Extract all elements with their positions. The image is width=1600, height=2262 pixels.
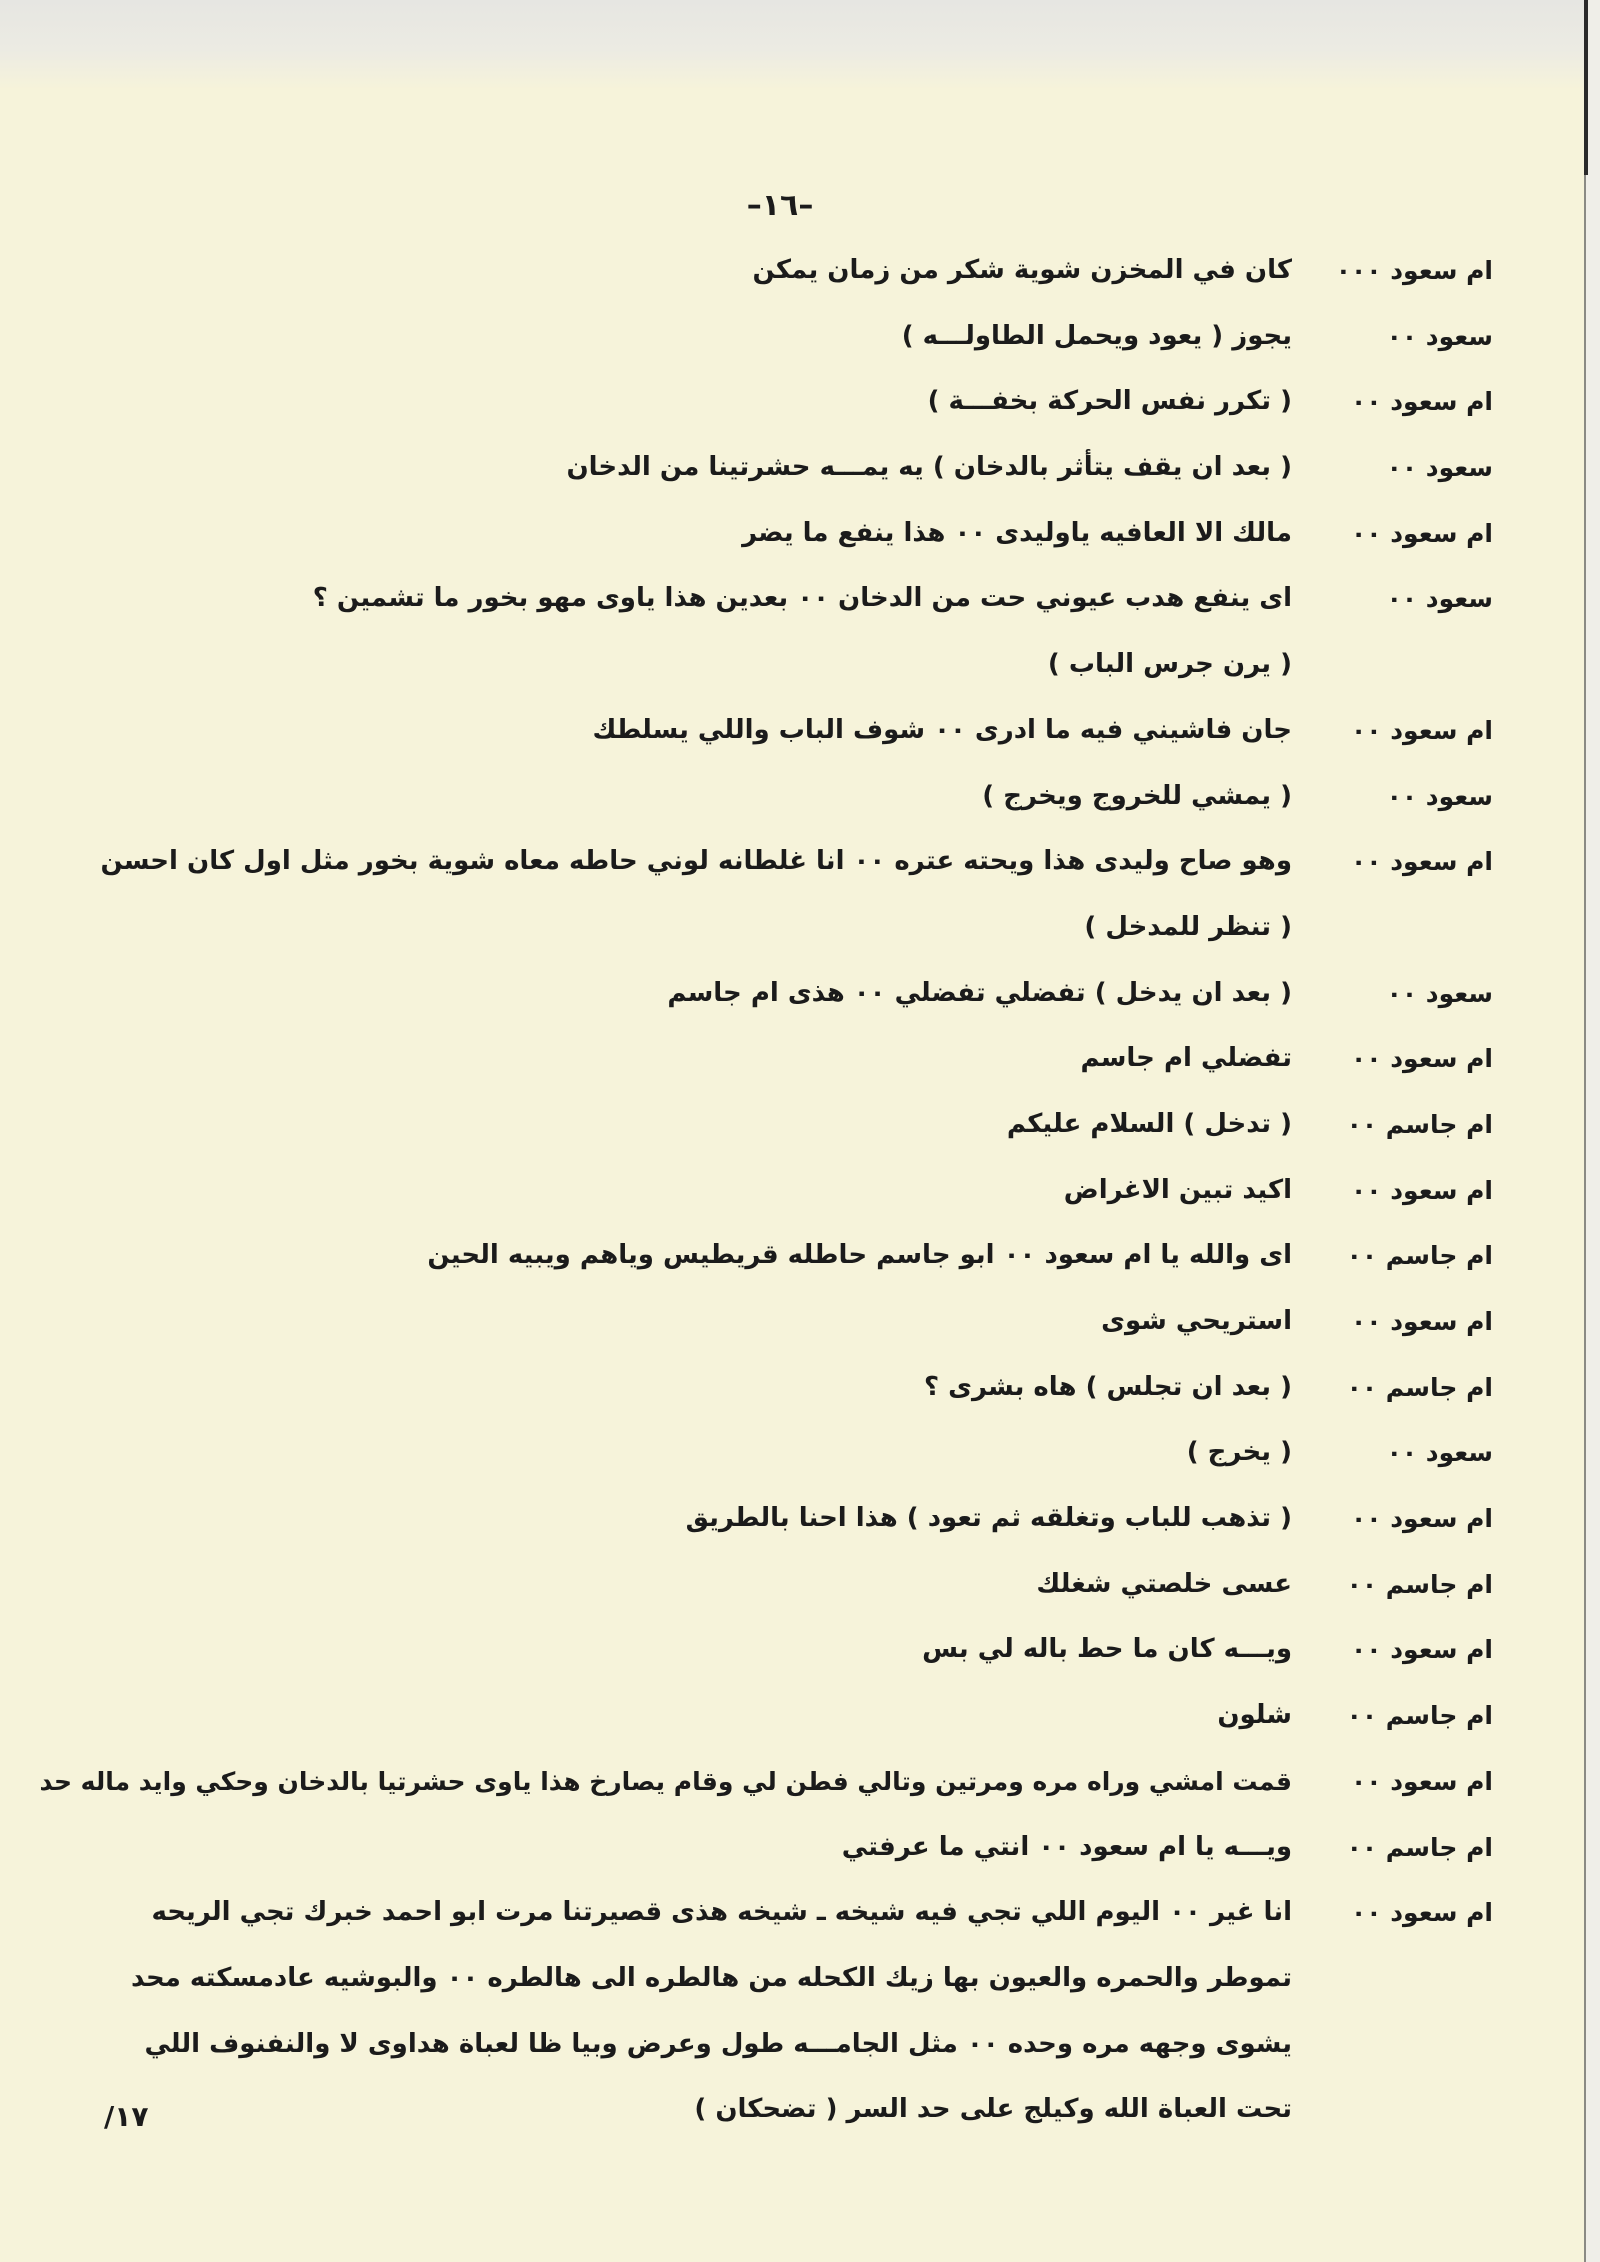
dialogue-text: ( بعد ان يقف يتأثر بالدخان ) يه يمـــه حشرتينا من الدخان [566, 452, 1292, 483]
dialogue-line [0, 566, 1584, 632]
speaker-name: ام جاسم ٠٠ [1346, 1832, 1493, 1862]
speaker-name: ام سعود ٠٠ [1350, 1044, 1493, 1074]
dialogue-text: ( تذهب للباب وتغلقه ثم تعود ) هذا احنا بالطريق [685, 1503, 1292, 1534]
dialogue-line [0, 1617, 1584, 1683]
dialogue-line [0, 764, 1584, 830]
speaker-name: ام جاسم ٠٠ [1346, 1241, 1493, 1271]
speaker-name: سعود ٠٠ [1386, 321, 1493, 351]
dialogue-text: ( بعد ان تجلس ) هاه بشرى ؟ [924, 1371, 1292, 1402]
stage-direction-line [0, 895, 1584, 961]
dialogue-line [0, 698, 1584, 764]
dialogue-text: ( بعد ان يدخل ) تفضلي تفضلي ٠٠ هذى ام جاسم [667, 977, 1292, 1008]
speaker-name: ام سعود ٠٠ [1350, 1898, 1493, 1928]
dialogue-continuation-line [0, 1946, 1584, 2012]
scan-top-edge [0, 0, 1600, 90]
scan-right-edge-shadow [1584, 0, 1588, 175]
dialogue-line [0, 1289, 1584, 1355]
dialogue-line [0, 1355, 1584, 1421]
page-number: –١٦– [746, 188, 814, 223]
dialogue-text: ويـــه كان ما حط باله لي بس [922, 1634, 1292, 1665]
speaker-name: ام سعود ٠٠ [1350, 1635, 1493, 1665]
dialogue-text: ( يخرج ) [1186, 1437, 1292, 1468]
scan-right-edge [1584, 0, 1600, 2262]
dialogue-line [0, 1486, 1584, 1552]
dialogue-line [0, 1223, 1584, 1289]
dialogue-line [0, 1749, 1584, 1815]
speaker-name: ام سعود ٠٠ [1350, 1175, 1493, 1205]
dialogue-text: ( تدخل ) السلام عليكم [1006, 1108, 1292, 1139]
dialogue-text: شلون [1217, 1700, 1292, 1731]
speaker-name: سعود ٠٠ [1386, 1438, 1493, 1468]
dialogue-line [0, 1815, 1584, 1881]
speaker-name: ام سعود ٠٠٠ [1335, 256, 1493, 285]
dialogue-line [0, 1552, 1584, 1618]
dialogue-text: استريحي شوى [1101, 1306, 1292, 1336]
dialogue-text: ( تكرر نفس الحركة بخفـــة ) [927, 386, 1292, 417]
dialogue-line [0, 1880, 1584, 1946]
speaker-name: ام جاسم ٠٠ [1346, 1701, 1493, 1731]
dialogue-line [0, 1092, 1584, 1158]
stage-direction-text: ( تنظر للمدخل ) [1084, 911, 1292, 942]
dialogue-line [0, 501, 1584, 567]
dialogue-text: كان في المخزن شوية شكر من زمان يمكن [752, 255, 1292, 285]
speaker-name: ام سعود ٠٠ [1350, 847, 1493, 877]
dialogue-text: ( يمشي للخروج ويخرج ) [982, 780, 1292, 811]
speaker-name: ام سعود ٠٠ [1350, 518, 1493, 548]
speaker-name: سعود ٠٠ [1386, 453, 1493, 483]
dialogue-line [0, 304, 1584, 370]
dialogue-line [0, 435, 1584, 501]
dialogue-text: ويـــه يا ام سعود ٠٠ انتي ما عرفتي [841, 1831, 1292, 1862]
dialogue-text: قمت امشي وراه مره ومرتين وتالي فطن لي وقام يصارخ هذا ياوى حشرتيا بالدخان وحكي وايد ماله حد [39, 1766, 1292, 1796]
dialogue-text: عسى خلصتي شغلك [1036, 1568, 1292, 1599]
speaker-name: سعود ٠٠ [1386, 978, 1493, 1008]
dialogue-text: تفضلي ام جاسم [1080, 1043, 1292, 1074]
dialogue-continuation-line [0, 2077, 1584, 2143]
dialogue-text: اكيد تبين الاغراض [1063, 1174, 1292, 1205]
dialogue-line [0, 961, 1584, 1027]
speaker-name: ام سعود ٠٠ [1350, 1766, 1493, 1796]
stage-direction-line [0, 632, 1584, 698]
dialogue-text: يشوى وجهه مره وحده ٠٠ مثل الجامـــه طول وعرض وبيا ظا لعباة هداوى لا والنفنوف اللي [144, 2028, 1292, 2059]
speaker-name: ام جاسم ٠٠ [1346, 1372, 1493, 1402]
speaker-name: ام جاسم ٠٠ [1346, 1109, 1493, 1139]
dialogue-line [0, 1683, 1584, 1749]
stage-direction-text: ( يرن جرس الباب ) [1047, 649, 1292, 680]
dialogue-text: جان فاشيني فيه ما ادرى ٠٠ شوف الباب واللي يسلطك [592, 714, 1292, 745]
speaker-name: ام جاسم ٠٠ [1346, 1569, 1493, 1599]
speaker-name: سعود ٠٠ [1386, 781, 1493, 811]
speaker-name: ام سعود ٠٠ [1350, 1307, 1493, 1336]
dialogue-line [0, 1420, 1584, 1486]
dialogue-text: اى ينفع هدب عيوني حت من الدخان ٠٠ بعدين هذا ياوى مهو بخور ما تشمين ؟ [312, 583, 1292, 614]
dialogue-text: تحت العباة الله وكيلج على حد السر ( تضحكان ) [694, 2094, 1292, 2125]
dialogue-continuation-line [0, 2012, 1584, 2078]
dialogue-text: وهو صاح وليدى هذا ويحته عتره ٠٠ انا غلطانه لوني حاطه معاه شوية بخور مثل اول كان احسن [100, 846, 1292, 877]
speaker-name: ام سعود ٠٠ [1350, 387, 1493, 417]
dialogue-text: انا غير ٠٠ اليوم اللي تجي فيه شيخه ـ شيخه هذى قصيرتنا مرت ابو احمد خبرك تجي الريحه [151, 1897, 1292, 1928]
dialogue-text: يجوز ( يعود ويحمل الطاولـــه ) [901, 320, 1292, 351]
speaker-name: سعود ٠٠ [1386, 584, 1493, 614]
speaker-name: ام سعود ٠٠ [1350, 1504, 1493, 1534]
speaker-name: ام سعود ٠٠ [1350, 715, 1493, 745]
dialogue-text: اى والله يا ام سعود ٠٠ ابو جاسم حاطله قريطيس وياهم ويبيه الحين [427, 1240, 1292, 1271]
dialogue-line [0, 1026, 1584, 1092]
dialogue-line [0, 1158, 1584, 1224]
script-body [0, 238, 1584, 2143]
dialogue-text: مالك الا العافيه ياوليدى ٠٠ هذا ينفع ما يضر [742, 517, 1292, 548]
dialogue-line [0, 829, 1584, 895]
dialogue-line [0, 369, 1584, 435]
dialogue-line [0, 238, 1584, 304]
next-page-marker: /١٧ [104, 2100, 149, 2133]
dialogue-text: تموطر والحمره والعيون بها زيك الكحله من هالطره الى هالطره ٠٠ والبوشيه عادمسكته محد [130, 1962, 1292, 1993]
